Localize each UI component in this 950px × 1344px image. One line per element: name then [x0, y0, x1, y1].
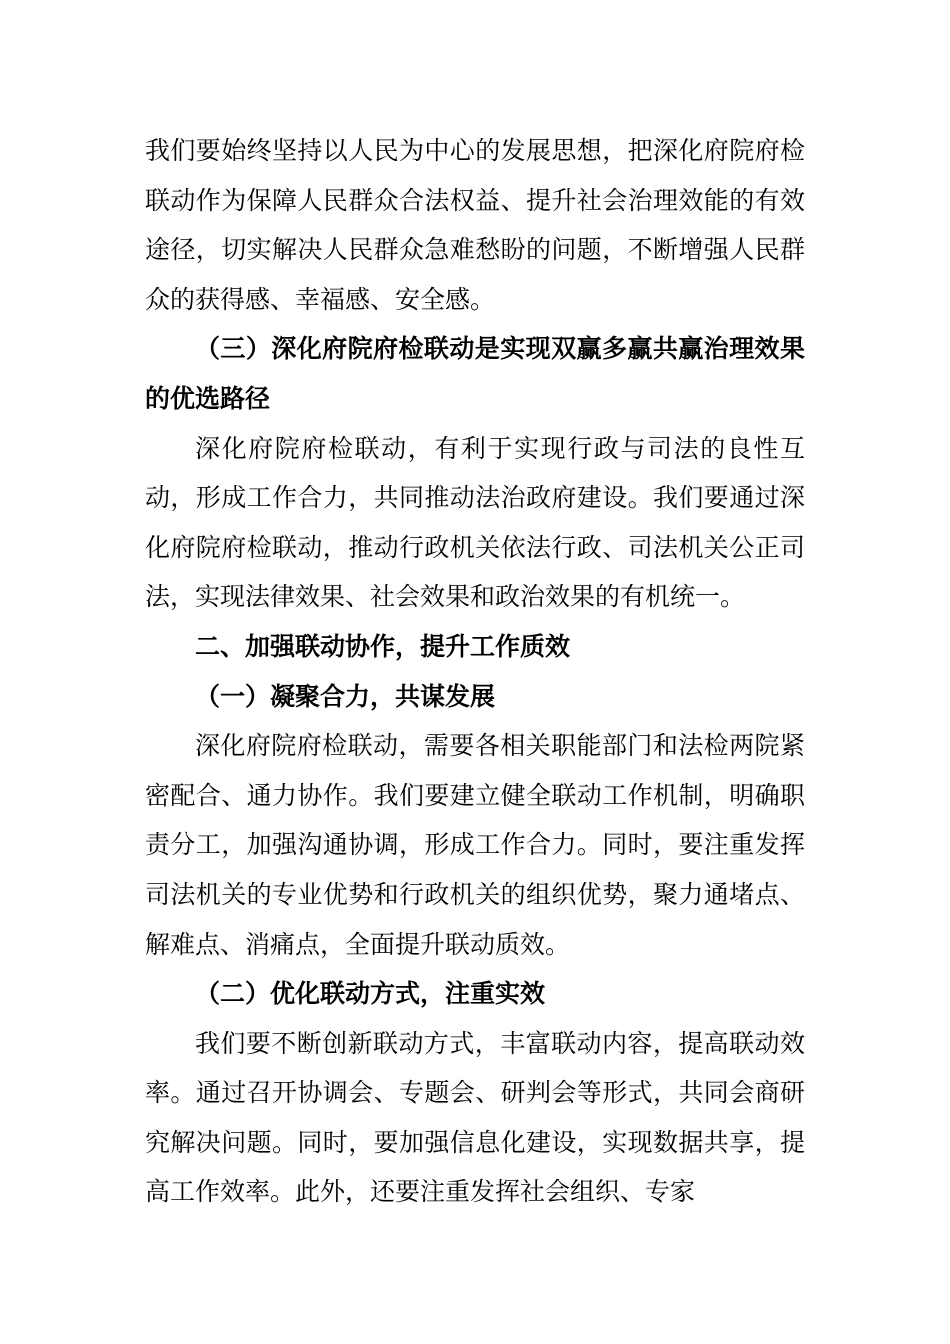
document-body [145, 126, 805, 1217]
body-paragraph: 我们要不断创新联动方式，丰富联动内容，提高联动效率。通过召开协调会、专题会、研判会等形式，共同会商研究解决问题。同时，要加强信息化建设，实现数据共享，提高工作效率。此外，还要注重发挥社会组织、专家 [145, 1028, 805, 1207]
section-heading: （三）深化府院府检联动是实现双赢多赢共赢治理效果的优选路径 [145, 334, 805, 413]
body-paragraph: 深化府院府检联动，有利于实现行政与司法的良性互动，形成工作合力，共同推动法治政府建设。我们要通过深化府院府检联动，推动行政机关依法行政、司法机关公正司法，实现法律效果、社会效果和政治效果的有机统一。 [145, 433, 805, 612]
section-heading: （一）凝聚合力，共谋发展 [195, 681, 496, 711]
chapter-heading: 二、加强联动协作，提升工作质效 [195, 631, 571, 661]
body-paragraph: 深化府院府检联动，需要各相关职能部门和法检两院紧密配合、通力协作。我们要建立健全联动工作机制，明确职责分工，加强沟通协调，形成工作合力。同时，要注重发挥司法机关的专业优势和行政机关的组织优势，聚力通堵点、解难点、消痛点，全面提升联动质效。 [145, 731, 805, 959]
section-heading: （二）优化联动方式，注重实效 [195, 979, 546, 1009]
body-paragraph: 我们要始终坚持以人民为中心的发展思想，把深化府院府检联动作为保障人民群众合法权益、提升社会治理效能的有效途径，切实解决人民群众急难愁盼的问题，不断增强人民群众的获得感、幸福感、安全感。 [145, 136, 805, 314]
